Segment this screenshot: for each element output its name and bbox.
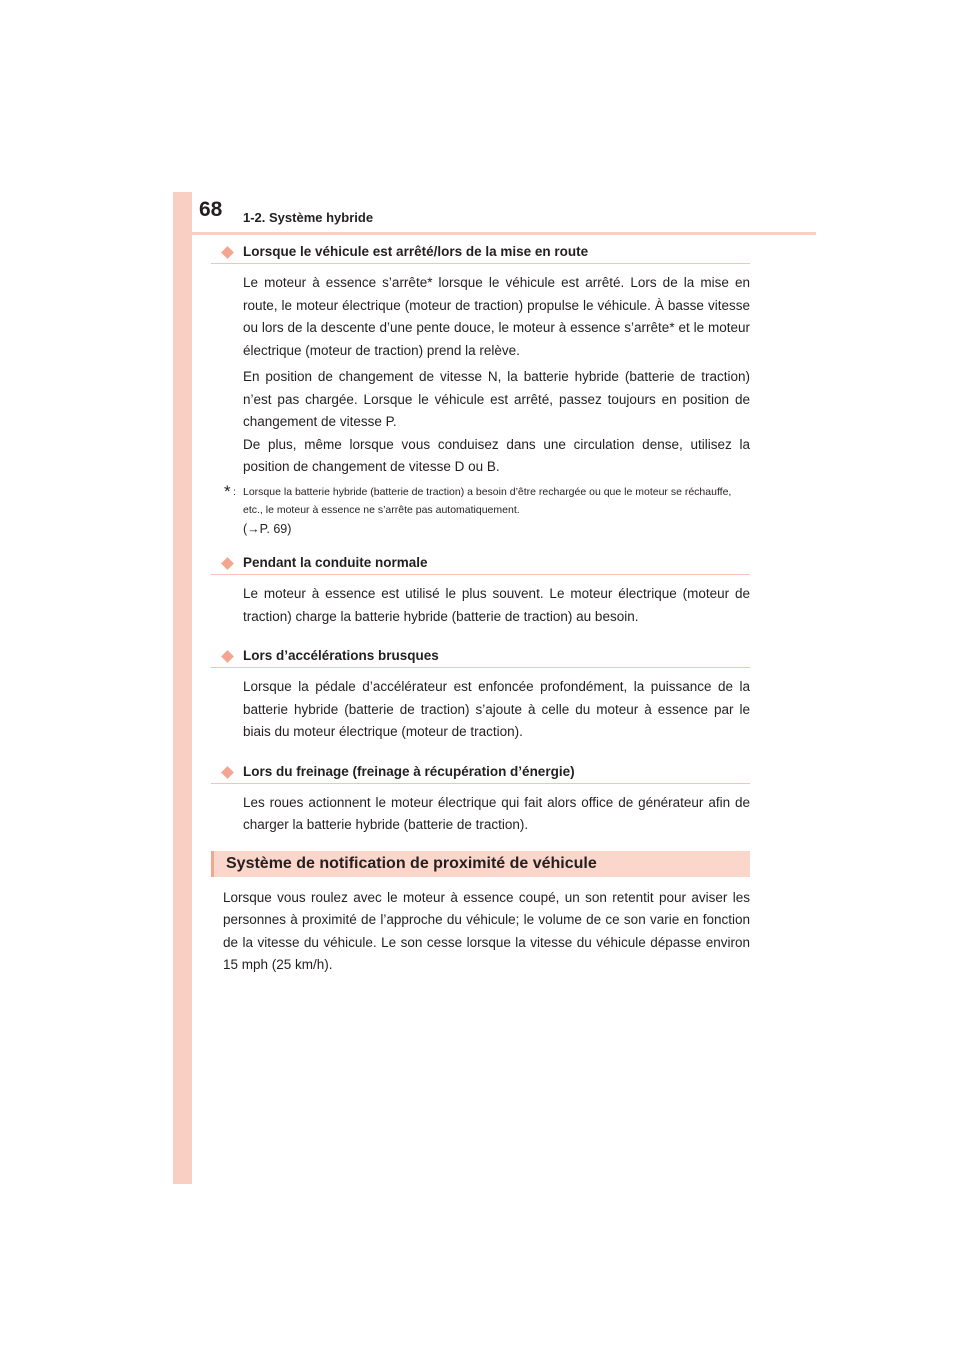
diamond-bullet-icon	[221, 246, 234, 259]
sub-heading-label: Lors d’accélérations brusques	[243, 648, 439, 663]
paragraph: De plus, même lorsque vous conduisez dans une circulation dense, utilisez la position de changement de vitesse D ou B.	[243, 436, 750, 474]
sub-heading	[211, 240, 750, 264]
section-regenerative-braking	[211, 760, 750, 837]
section-stopped-startup	[211, 240, 750, 539]
paragraph: Le moteur à essence est utilisé le plus souvent. Le moteur électrique (moteur de traction) charge la batterie hybride (batterie de traction) au besoin.	[243, 586, 750, 624]
footnote-colon: :	[233, 485, 236, 498]
sub-heading-label: Pendant la conduite normale	[243, 555, 428, 570]
sub-heading	[211, 760, 750, 784]
section-hard-acceleration	[211, 644, 750, 744]
diamond-bullet-icon	[221, 650, 234, 663]
footnote-text: Lorsque la batterie hybride (batterie de traction) a besoin d’être rechargée ou que le moteur se réchauffe, etc., le moteur à essence ne s’arrête pas automatiquement.	[243, 485, 732, 516]
page-reference-link[interactable]: (→P. 69)	[243, 521, 292, 536]
sub-heading-label: Lors du freinage (freinage à récupération d’énergie)	[243, 763, 575, 779]
section-normal-driving	[211, 551, 750, 628]
paragraph: Le moteur à essence s’arrête* lorsque le véhicule est arrêté. Lors de la mise en route, le moteur électrique (moteur de traction) propulse le véhicule. À basse vitesse ou lors de la descente d’une pente douce, le moteur à essence s’arrête* et le moteur électrique (moteur de traction) prend la relève.	[243, 275, 750, 358]
side-color-band	[173, 192, 192, 1184]
proximity-notification-text: Lorsque vous roulez avec le moteur à essence coupé, un son retentit pour aviser les personnes à proximité de l’approche du véhicule; le volume de ce son varie en fonction de la vitesse du véhicule. Le son cesse lorsque la vitesse du véhicule dépasse environ 15 mph (25 km/h).	[223, 889, 750, 972]
paragraph: Les roues actionnent le moteur électrique qui fait alors office de générateur afin de charger la batterie hybride (batterie de traction).	[243, 794, 750, 832]
paragraph: En position de changement de vitesse N, la batterie hybride (batterie de traction) n’est pas chargée. Lorsque le véhicule est arrêté, passez toujours en position de changement de vitesse P.	[243, 369, 750, 429]
page-content	[211, 240, 750, 977]
diamond-bullet-icon	[221, 766, 234, 779]
sub-heading-label: Lorsque le véhicule est arrêté/lors de la mise en route	[243, 244, 589, 259]
paragraph: Lorsque la pédale d’accélérateur est enfoncée profondément, la puissance de la batterie hybride (batterie de traction) s’ajoute à celle du moteur à essence par le biais du moteur électrique (moteur de traction).	[243, 679, 750, 739]
header-rule	[173, 232, 816, 235]
footnote	[211, 483, 750, 540]
section-title: 1-2. Système hybride	[243, 210, 374, 225]
footnote-asterisk: *	[224, 481, 231, 501]
sub-heading	[211, 644, 750, 668]
page-number: 68	[199, 198, 223, 221]
sub-heading	[211, 551, 750, 575]
diamond-bullet-icon	[221, 557, 234, 570]
proximity-notification-heading: Système de notification de proximité de véhicule	[211, 851, 750, 877]
